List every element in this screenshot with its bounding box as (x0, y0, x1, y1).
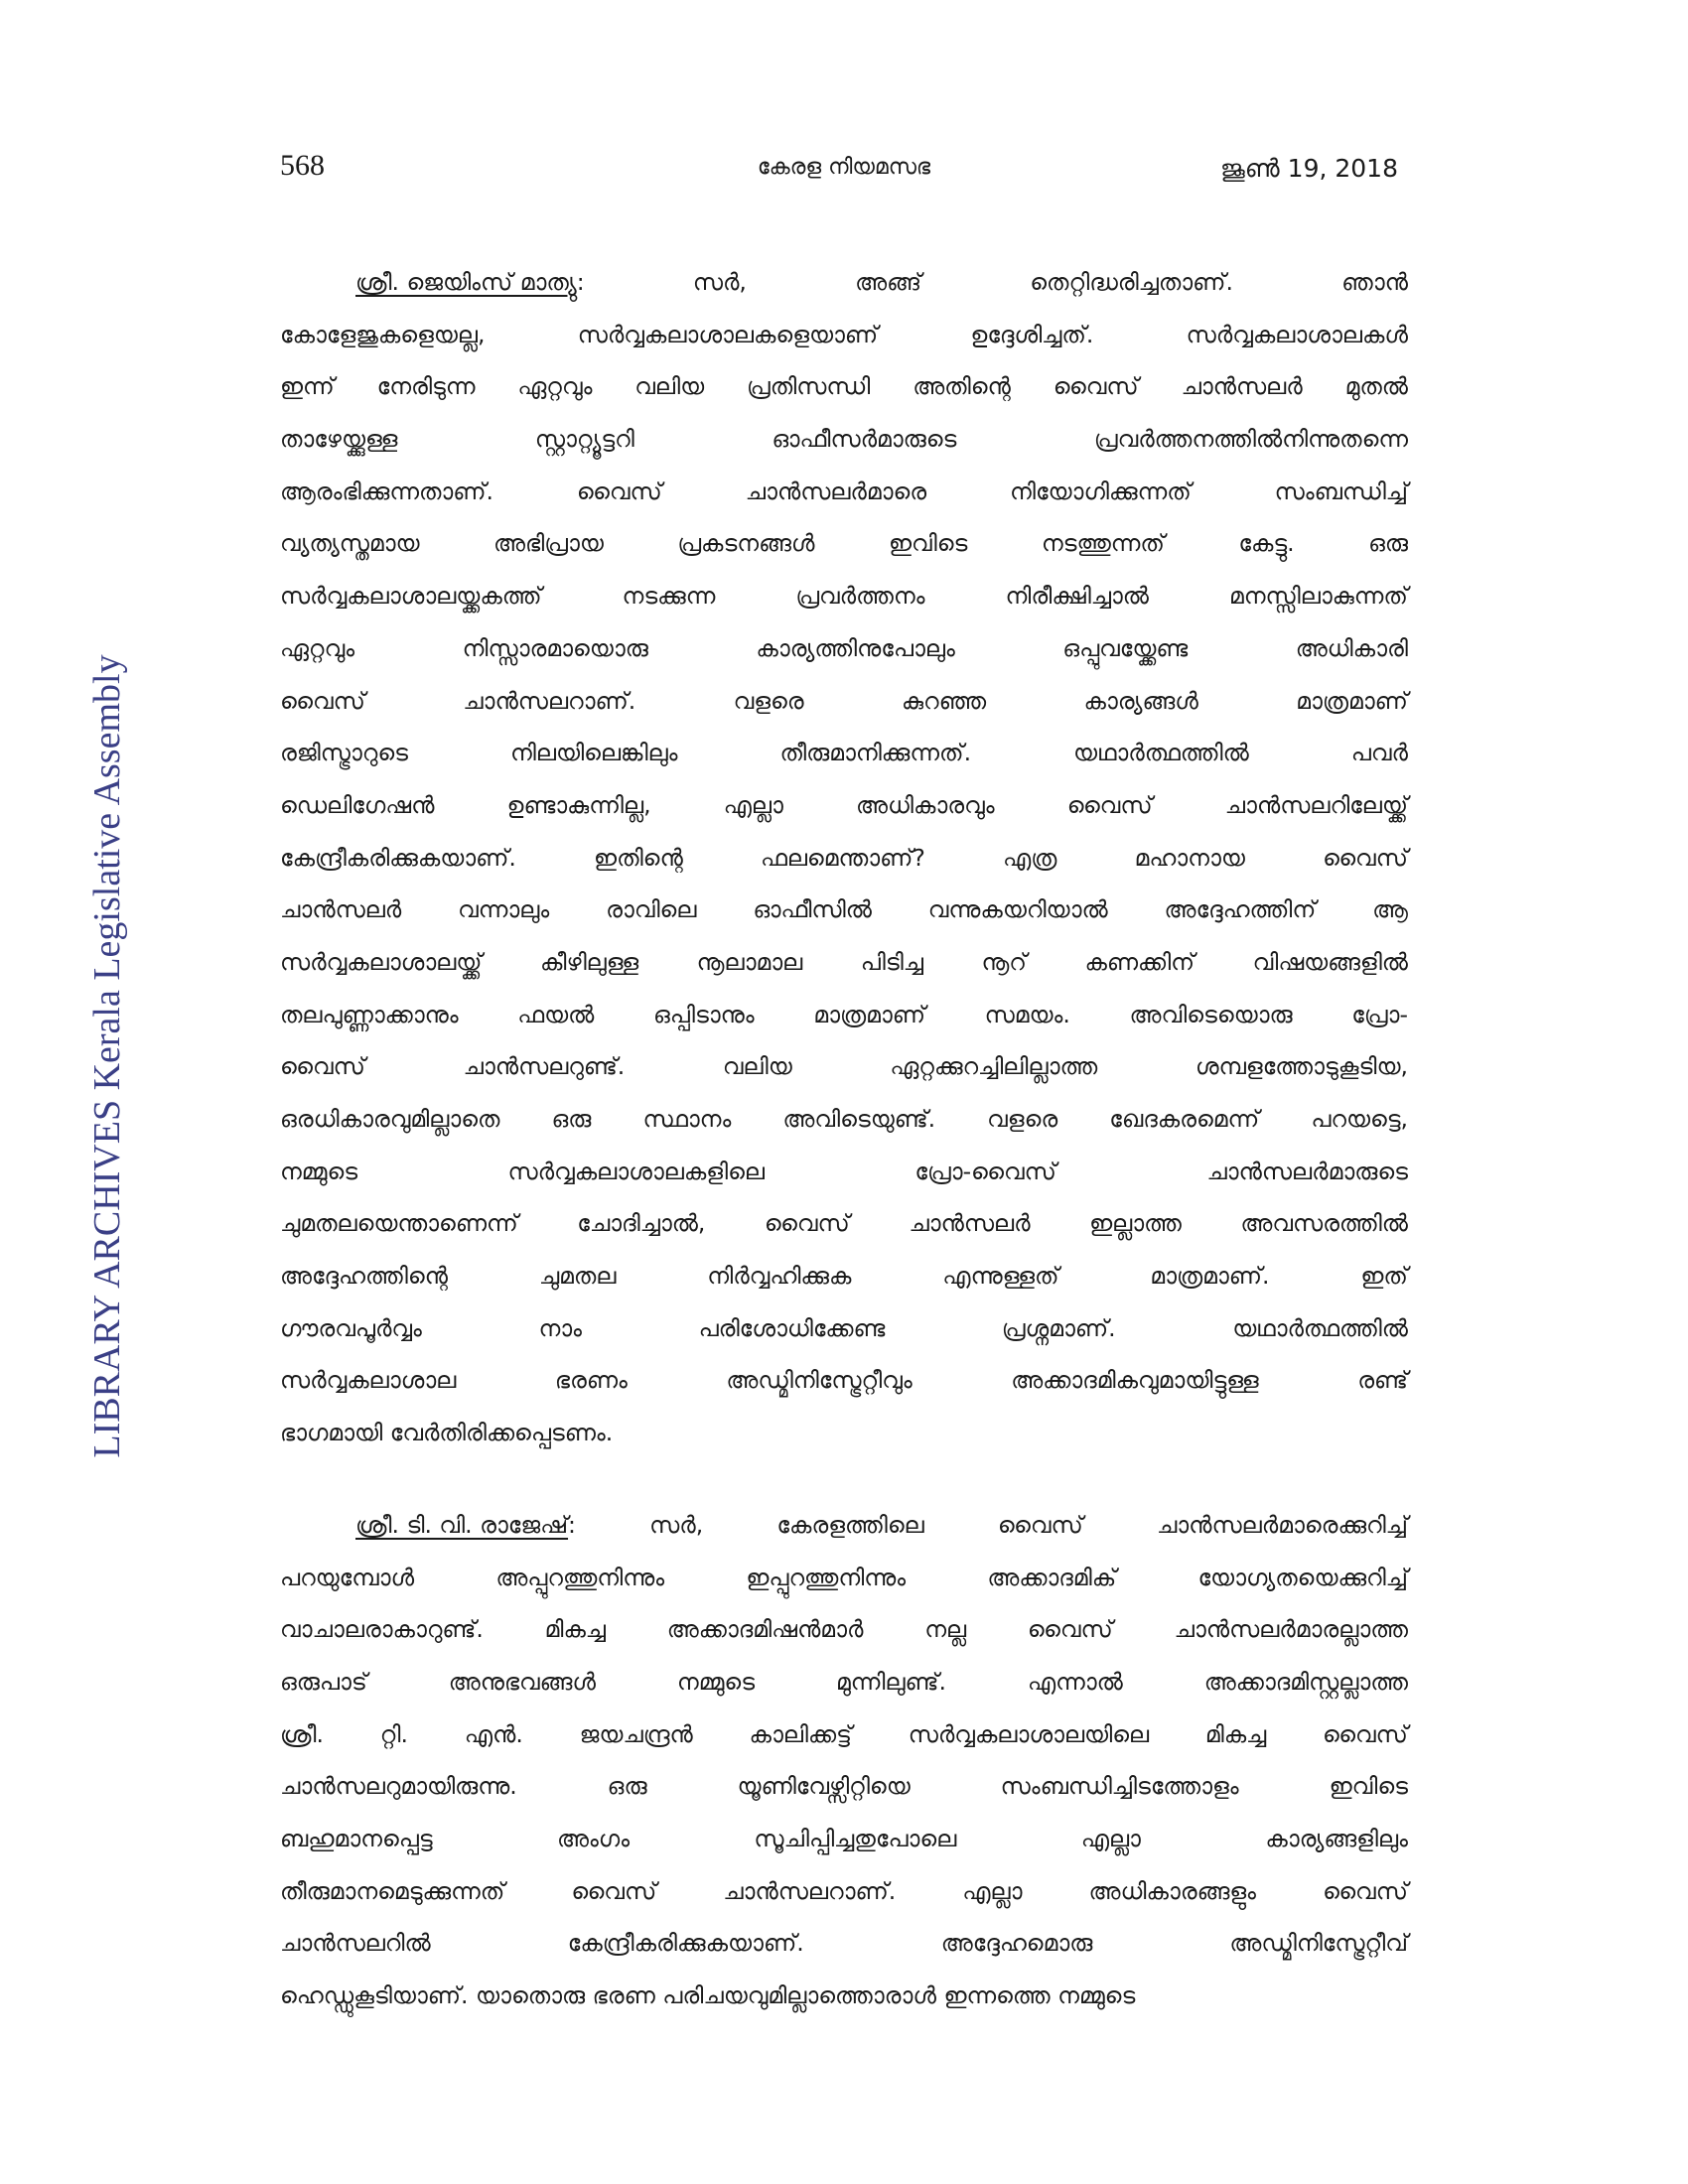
word: യഥാർത്ഥത്തിൽ (1232, 1313, 1408, 1342)
speaker-label: ശ്രീ. ടി. വി. രാജേഷ്: (355, 1510, 576, 1539)
word: ഏറ്റവും (517, 372, 593, 401)
text-line (280, 884, 1408, 936)
word: ചുമതലയെന്താണെന്ന് (280, 1209, 518, 1238)
text-line (280, 622, 1408, 675)
word: ഇത് (1360, 1262, 1408, 1291)
word: പരിശോധിക്കേണ്ട (698, 1313, 886, 1342)
word: പ്രശ്നമാണ്. (1001, 1313, 1116, 1342)
word: സംബന്ധിച്ച് (1274, 477, 1408, 505)
word: ചാൻസലർ (909, 1209, 1031, 1238)
word: അങ്ങ് (855, 268, 922, 296)
speaker-label: ശ്രീ. ജെയിംസ് മാത്യു: (355, 268, 585, 296)
word: യഥാർത്ഥത്തിൽ (1073, 739, 1249, 767)
word: ഒരുപാട് (280, 1667, 367, 1696)
word: ചാൻസലർ (1181, 372, 1303, 401)
word: ചാൻസലർമാരെ (745, 477, 927, 505)
word: ഇന്നത്തെ (943, 1981, 1051, 2009)
word: നടക്കുന്ന (622, 582, 716, 611)
word: സർവ്വകലാശാലകൾ (1186, 320, 1408, 348)
word: അദ്ദേഹത്തിന് (1164, 895, 1317, 924)
word: ഹെഡ്ഡുകൂടിയാണ്. (280, 1981, 469, 2009)
word: മാത്രമാണ് (1296, 686, 1408, 715)
word: ഭാഗമായി (280, 1419, 383, 1447)
word: വൈസ് (280, 1052, 365, 1081)
word: കുറഞ്ഞ (901, 686, 987, 715)
word: എല്ലാ (723, 790, 783, 819)
word: മനസ്സിലാകുന്നത് (1228, 582, 1408, 611)
word: വൈസ് (280, 686, 365, 715)
word: അക്കാദമികവുമായിട്ടുള്ള (1011, 1366, 1259, 1395)
word: വേർതിരിക്കപ്പെടണം. (389, 1419, 614, 1447)
word: എന്നാൽ (1027, 1667, 1123, 1696)
word: രണ്ട് (1357, 1366, 1408, 1395)
word: അവിടെയൊരു (1129, 1000, 1293, 1028)
text-line (280, 1354, 1408, 1407)
word: താഴേയ്ക്കുള്ള (280, 425, 398, 454)
word: ചാൻസലർമാരുടെ (1206, 1157, 1408, 1185)
word: തീരുമാനിക്കുന്നത്. (779, 739, 972, 767)
word: ഉദ്ദേശിച്ചത്. (970, 320, 1094, 348)
running-title: കേരള നിയമസഭ (757, 155, 931, 180)
word: പ്രവർത്തനം (795, 582, 925, 611)
text-line (280, 832, 1408, 885)
word: വലിയ (722, 1052, 792, 1081)
text-line (280, 256, 1408, 309)
text-line (280, 1302, 1408, 1355)
word: സർവ്വകലാശാലയ്ക്ക് (280, 947, 483, 976)
word: ചാൻസലർമാരല്ലാത്ത (1174, 1615, 1408, 1644)
word: തലപുണ്ണാക്കാനും (280, 1000, 459, 1028)
text-line (280, 1146, 1408, 1198)
word: ഒരു (607, 1772, 647, 1801)
word: വൈസ് (1323, 1719, 1408, 1748)
text-line (280, 779, 1408, 832)
library-archives-watermark: LIBRARY ARCHIVES Kerala Legislative Assembly (86, 654, 128, 1458)
word: പ്രകടനങ്ങൾ (677, 529, 815, 558)
word: ചുമതല (538, 1262, 617, 1291)
word: ഫലമെന്താണ്? (760, 843, 925, 872)
word: സർവ്വകലാശാലയ്ക്കകത്ത് (280, 582, 542, 611)
word: വൈസ് (1027, 1615, 1113, 1644)
word: ചാൻസലറുമായിരുന്നു. (280, 1772, 517, 1801)
word: ഉണ്ടാകുന്നില്ല, (506, 790, 651, 819)
word: ഇതിന്റെ (594, 843, 683, 872)
word: ചാൻസലറിൽ (280, 1929, 431, 1958)
word: കേന്ദ്രീകരിക്കുകയാണ്. (280, 843, 516, 872)
word: വന്നാലും (458, 895, 550, 924)
word: നേരിടുന്ന (376, 372, 476, 401)
text-line (280, 1552, 1408, 1604)
word: അപ്പുറത്തുനിന്നും (495, 1563, 665, 1591)
word: പ്രതിസന്ധി (747, 372, 871, 401)
word: നൂലാമാല (696, 947, 803, 976)
word: വൈസ് (1323, 843, 1408, 872)
word: രജിസ്ട്രാറുടെ (280, 739, 408, 767)
word: അഭിപ്രായ (493, 529, 604, 558)
word: ചാൻസലർമാരെക്കുറിച്ച് (1156, 1510, 1408, 1539)
word: മുന്നിലുണ്ട്. (835, 1667, 946, 1696)
word: സർവ്വകലാശാല (280, 1366, 457, 1395)
word: മഹാനായ (1134, 843, 1245, 872)
word: അവിടെയുണ്ട്. (782, 1105, 936, 1133)
text-line (280, 413, 1408, 466)
word: ഇല്ലാത്ത (1089, 1209, 1182, 1238)
word: നിലയിലെങ്കിലും (509, 739, 678, 767)
speech-paragraph (280, 1499, 1408, 2022)
word: മാത്രമാണ് (813, 1000, 925, 1028)
word: സ്റ്റാറ്റ്യൂട്ടറി (534, 425, 634, 454)
word: ചാൻസലറുണ്ട്. (463, 1052, 626, 1081)
word: അദ്ദേഹത്തിന്റെ (280, 1262, 448, 1291)
word: സർവ്വകലാശാലയിലെ (908, 1719, 1150, 1748)
word: എല്ലാ (962, 1876, 1023, 1905)
text-line (280, 1656, 1408, 1708)
text-line (280, 1040, 1408, 1093)
word: നാം (538, 1313, 583, 1342)
text-line (280, 1917, 1408, 1970)
word: നല്ല (924, 1615, 967, 1644)
word: ഏറ്റവും (280, 633, 355, 662)
text-line (280, 570, 1408, 622)
word: കാര്യത്തിനുപോലും (756, 633, 955, 662)
text-line (280, 989, 1408, 1041)
word: കാര്യങ്ങൾ (1083, 686, 1198, 715)
word: ഇവിടെ (1329, 1772, 1408, 1801)
text-line (280, 1093, 1408, 1146)
word: ജയചന്ദ്രൻ (579, 1719, 693, 1748)
word: അവസരത്തിൽ (1240, 1209, 1408, 1238)
word: ഓഫീസർമാരുടെ (772, 425, 957, 454)
word: ഭരണം (554, 1366, 628, 1395)
word: അധികാരി (1295, 633, 1408, 662)
word: നൂറ് (981, 947, 1027, 976)
text-line (280, 1407, 1408, 1459)
word: ഖേദകരമെന്ന് (1109, 1105, 1260, 1133)
word: ഇപ്പുറത്തുനിന്നും (746, 1563, 907, 1591)
word: മികച്ച (544, 1615, 607, 1644)
word: ഒരു (551, 1105, 592, 1133)
word: വന്നുകയറിയാൽ (927, 895, 1108, 924)
word: അക്കാദമിസ്റ്റല്ലാത്ത (1203, 1667, 1408, 1696)
word: അധികാരങ്ങളും (1088, 1876, 1257, 1905)
text-line (280, 309, 1408, 361)
word: പ്രവർത്തനത്തിൽനിന്നുതന്നെ (1093, 425, 1408, 454)
word: ശ്രീ. (280, 1719, 324, 1748)
word: വൈസ് (1066, 790, 1153, 819)
word: എത്ര (1003, 843, 1057, 872)
word: അക്കാദമിഷൻമാർ (666, 1615, 864, 1644)
word: കേന്ദ്രീകരിക്കുകയാണ്. (567, 1929, 804, 1958)
word: ആരംഭിക്കുന്നതാണ്. (280, 477, 494, 505)
text-line (280, 1250, 1408, 1302)
word: ഒപ്പുവയ്ക്കേണ്ട (1062, 633, 1189, 662)
word: സ്ഥാനം (642, 1105, 732, 1133)
word: ഗൗരവപൂർവ്വം (280, 1313, 422, 1342)
word: കേട്ടു. (1238, 529, 1295, 558)
text-line (280, 727, 1408, 779)
word: അഡ്മിനിസ്ട്രേറ്റീവും (726, 1366, 913, 1395)
text-line (280, 1813, 1408, 1865)
word: സമയം. (984, 1000, 1070, 1028)
page-date: ജൂൺ 19, 2018 (1219, 154, 1398, 183)
word: സർവ്വകലാശാലകളിലെ (507, 1157, 766, 1185)
word: നിയോഗിക്കുന്നത് (1010, 477, 1192, 505)
word: ഒപ്പിടാനും (652, 1000, 755, 1028)
word: കേരളത്തിലെ (776, 1510, 924, 1539)
word: പ്രോ-വൈസ് (914, 1157, 1056, 1185)
word: യോഗ്യതയെക്കുറിച്ച് (1197, 1563, 1408, 1591)
word: പരിചയവുമില്ലാത്തൊരാൾ (662, 1981, 936, 2009)
word: പറയുമ്പോൾ (280, 1563, 415, 1591)
word: ബഹുമാനപ്പെട്ട (280, 1824, 433, 1852)
word: വലിയ (634, 372, 705, 401)
text-line (280, 1970, 1408, 2022)
word: അനുഭവങ്ങൾ (448, 1667, 596, 1696)
word: രാവിലെ (606, 895, 697, 924)
text-line (280, 517, 1408, 570)
proceedings-text (280, 256, 1408, 2022)
word: എന്നുള്ളത് (942, 1262, 1059, 1291)
word: എൻ. (464, 1719, 523, 1748)
word: ചാൻസലറാണ്. (723, 1876, 897, 1905)
word: വൈസ് (1323, 1876, 1408, 1905)
word: സർ, (649, 1510, 704, 1539)
word: പവർ (1350, 739, 1408, 767)
word: വിഷയങ്ങളിൽ (1252, 947, 1408, 976)
word: ഡെലിഗേഷൻ (280, 790, 435, 819)
word: ചാൻസലർ (280, 895, 402, 924)
text-line (280, 1760, 1408, 1813)
word: കീഴിലുള്ള (539, 947, 639, 976)
word: ഒരു (1368, 529, 1408, 558)
word: അദ്ദേഹമൊരു (940, 1929, 1093, 1958)
word: വ്യത്യസ്തമായ (280, 529, 420, 558)
speech-paragraph (280, 256, 1408, 1459)
text-line (280, 1499, 1408, 1552)
word: മുതൽ (1344, 372, 1408, 401)
word: നമ്മുടെ (280, 1157, 358, 1185)
word: പിടിച്ച (860, 947, 923, 976)
word: തെറ്റിദ്ധരിച്ചതാണ്. (1030, 268, 1233, 296)
word: വൈസ് (997, 1510, 1083, 1539)
word: പറയട്ടെ, (1311, 1105, 1408, 1133)
word: കാര്യങ്ങളിലും (1265, 1824, 1408, 1852)
word: മാത്രമാണ്. (1150, 1262, 1270, 1291)
word: അക്കാദമിക് (987, 1563, 1117, 1591)
word: യാതൊരു (476, 1981, 586, 2009)
word: ആ (1372, 895, 1408, 924)
word: ഫയൽ (517, 1000, 595, 1028)
word: ചാൻസലറാണ്. (463, 686, 636, 715)
word: റ്റി. (379, 1719, 408, 1748)
word: അഡ്മിനിസ്ട്രേറ്റീവ് (1229, 1929, 1408, 1958)
word: ഓഫീസിൽ (753, 895, 872, 924)
word: മികച്ച (1204, 1719, 1267, 1748)
word: ഒരധികാരവുമില്ലാതെ (280, 1105, 500, 1133)
word: ഏറ്റക്കുറച്ചിലില്ലാത്ത (890, 1052, 1098, 1081)
text-line (280, 466, 1408, 518)
text-line (280, 675, 1408, 728)
word: ഭരണ (592, 1981, 655, 2009)
word: ഇന്ന് (280, 372, 335, 401)
word: നടത്തുന്നത് (1041, 529, 1165, 558)
word: നമ്മുടെ (1057, 1981, 1136, 2009)
text-line (280, 360, 1408, 413)
text-line (280, 1708, 1408, 1761)
word: പ്രോ- (1351, 1000, 1408, 1028)
word: ചോദിച്ചാൽ, (577, 1209, 706, 1238)
word: വൈസ് (576, 477, 662, 505)
word: സൂചിപ്പിച്ചതുപോലെ (754, 1824, 957, 1852)
word: ശമ്പളത്തോടുകൂടിയ, (1195, 1052, 1408, 1081)
word: കോളേജുകളെയല്ല, (280, 320, 486, 348)
word: അംഗം (557, 1824, 631, 1852)
word: ഞാൻ (1341, 268, 1408, 296)
word: കാലിക്കട്ട് (749, 1719, 852, 1748)
word: എല്ലാ (1080, 1824, 1141, 1852)
word: സർവ്വകലാശാലകളെയാണ് (577, 320, 879, 348)
speaker-name: ശ്രീ. ടി. വി. രാജേഷ് (355, 1510, 569, 1539)
word: നമ്മുടെ (676, 1667, 756, 1696)
word: തീരുമാനമെടുക്കുന്നത് (280, 1876, 505, 1905)
word: അധികാരവും (856, 790, 995, 819)
word: സർ, (692, 268, 747, 296)
word: വൈസ് (1053, 372, 1139, 401)
word: വളരെ (733, 686, 804, 715)
page-number: 568 (280, 149, 325, 182)
word: നിസ്സാരമായൊരു (462, 633, 648, 662)
word: ഇവിടെ (888, 529, 968, 558)
text-line (280, 1603, 1408, 1656)
word: സംബന്ധിച്ചിടത്തോളം (1000, 1772, 1239, 1801)
word: വാചാലരാകാറുണ്ട്. (280, 1615, 484, 1644)
word: വൈസ് (764, 1209, 850, 1238)
speaker-name: ശ്രീ. ജെയിംസ് മാത്യു (355, 268, 577, 296)
word: വളരെ (987, 1105, 1058, 1133)
word: വൈസ് (571, 1876, 657, 1905)
word: നിരീക്ഷിച്ചാൽ (1005, 582, 1149, 611)
text-line (280, 1197, 1408, 1250)
word: കണക്കിന് (1084, 947, 1196, 976)
word: യൂണിവേഴ്സിറ്റിയെ (737, 1772, 911, 1801)
word: അതിന്റെ (913, 372, 1011, 401)
text-line (280, 936, 1408, 989)
word: ചാൻസലറിലേയ്ക്ക് (1224, 790, 1408, 819)
text-line (280, 1865, 1408, 1918)
word: നിർവ്വഹിക്കുക (707, 1262, 852, 1291)
